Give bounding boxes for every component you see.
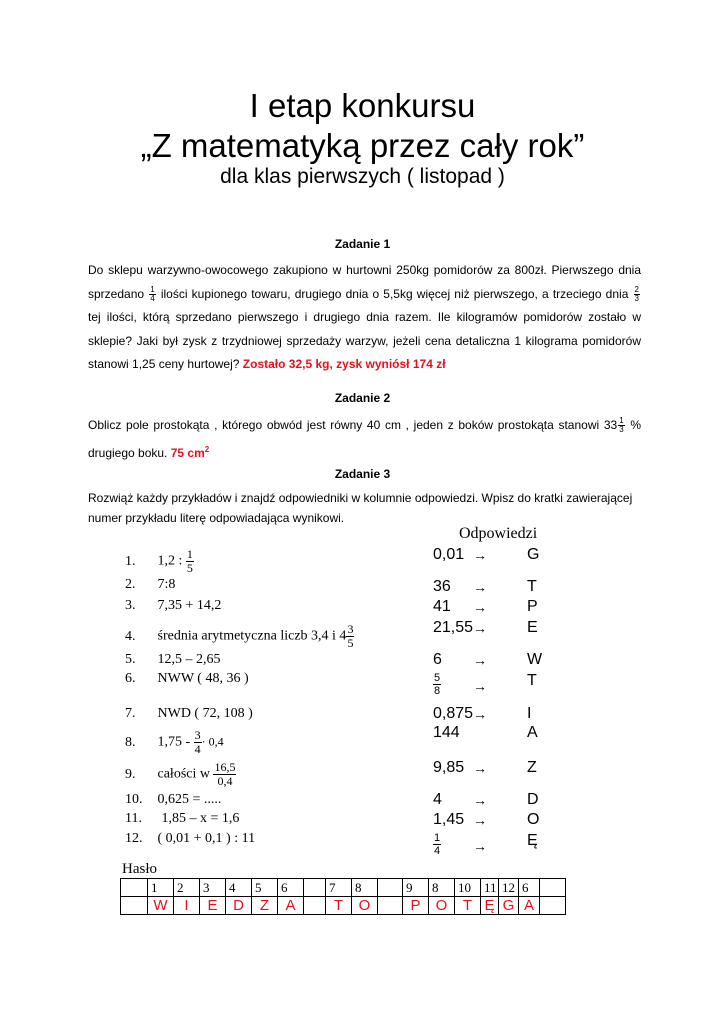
grid-letter-cell[interactable]: T — [455, 897, 481, 915]
question-1 — [125, 548, 194, 575]
question-number: 10. — [125, 792, 143, 807]
grid-number-cell: 10 — [455, 879, 481, 897]
question-12 — [125, 830, 255, 848]
answer-value: 1,45 — [433, 811, 465, 828]
arrow-icon: → — [473, 547, 487, 563]
grid-number-cell: 12 — [499, 879, 519, 897]
grid-number-cell: 1 — [148, 879, 174, 897]
password-letter-row — [121, 897, 566, 915]
task1-text-a: Do sklepu warzywno-owocowego zakupiono w hurtowni 250kg pomidorów za 800zł. Pierwszego dnia sprzedano — [88, 263, 641, 301]
answer-value: 0,01 — [433, 546, 465, 563]
frac-num: 2 — [634, 284, 639, 294]
grid-number-cell — [121, 879, 148, 897]
answer-value: 6 — [433, 651, 442, 668]
question-2 — [125, 576, 175, 594]
question-8 — [125, 729, 224, 756]
task1-fraction-two-thirds — [634, 286, 640, 303]
question-expression: 0,625 = ..... — [157, 792, 222, 807]
grid-letter-cell[interactable]: O — [352, 897, 378, 915]
grid-number-cell: 9 — [403, 879, 429, 897]
question-fraction — [213, 761, 236, 788]
password-number-row — [121, 879, 566, 897]
contest-name-title: „Z matematyką przez cały rok” — [140, 127, 585, 164]
arrow-icon: → — [473, 678, 487, 694]
task2-answer-value: 75 cm — [170, 445, 205, 460]
frac-den: 8 — [434, 685, 441, 697]
answers-title: Odpowiedzi — [459, 525, 538, 542]
question-fraction — [346, 623, 354, 650]
grid-letter-cell[interactable]: D — [226, 897, 252, 915]
answer-letter: Z — [527, 759, 537, 776]
grid-number-cell: 6 — [519, 879, 540, 897]
answer-letter: T — [527, 672, 537, 689]
answer-letter: E — [527, 619, 538, 636]
question-number: 9. — [125, 766, 136, 782]
question-4 — [125, 623, 354, 650]
grid-number-cell: 3 — [200, 879, 226, 897]
contest-stage-title: I etap konkursu — [249, 87, 476, 124]
grid-letter-cell[interactable]: A — [278, 897, 304, 915]
grid-number-cell — [304, 879, 326, 897]
question-6 — [125, 670, 249, 688]
grid-letter-cell[interactable]: W — [148, 897, 174, 915]
task1-heading: Zadanie 1 — [334, 237, 391, 251]
frac-num: 1 — [150, 284, 155, 294]
frac-den: 4 — [194, 742, 201, 756]
grid-number-cell: 8 — [352, 879, 378, 897]
answer-value: 41 — [433, 598, 451, 615]
question-number: 11. — [125, 811, 142, 826]
question-7 — [125, 705, 253, 723]
answer-value: 0,875 — [433, 705, 474, 722]
frac-den: 5 — [186, 561, 193, 575]
task1-answer: Zostało 32,5 kg, zysk wyniósł 174 zł — [242, 357, 446, 371]
question-5 — [125, 651, 221, 669]
grid-letter-cell[interactable]: I — [174, 897, 200, 915]
grid-letter-cell[interactable]: Ę — [481, 897, 499, 915]
task2-text — [88, 414, 641, 465]
grid-letter-cell[interactable] — [304, 897, 326, 915]
question-expression: NWD ( 72, 108 ) — [157, 706, 253, 721]
task3-text: Rozwiąż każdy przykładów i znajdź odpowiedniki w kolumnie odpowiedzi. Wpisz do kratki zawierającej numer przykładu literę odpowiadająca wynikowi. — [88, 491, 633, 525]
grid-letter-cell[interactable]: E — [200, 897, 226, 915]
grid-number-cell — [540, 879, 566, 897]
frac-den: 3 — [619, 425, 624, 435]
frac-num: 3 — [194, 728, 201, 742]
task2-answer-exponent: 2 — [204, 444, 210, 454]
arrow-icon: → — [473, 812, 487, 828]
grid-number-cell: 6 — [278, 879, 304, 897]
question-expression: 1,85 – x = 1,6 — [161, 811, 240, 826]
password-grid — [120, 878, 566, 915]
answer-letter: P — [527, 598, 538, 615]
question-3 — [125, 597, 221, 615]
task1-fraction-quarter — [149, 286, 155, 303]
question-number: 6. — [125, 671, 136, 686]
question-expression: 1,2 : — [157, 553, 183, 569]
answer-letter: O — [527, 811, 540, 828]
arrow-icon: → — [473, 620, 487, 636]
question-number: 12. — [125, 831, 143, 846]
question-expression: 7:8 — [157, 577, 176, 592]
grid-number-cell — [378, 879, 403, 897]
frac-den: 4 — [434, 845, 441, 857]
task3-heading: Zadanie 3 — [334, 467, 391, 481]
question-number: 3. — [125, 598, 136, 613]
answer-letter: D — [527, 791, 539, 808]
frac-num: 3 — [347, 622, 354, 636]
question-fraction — [186, 548, 194, 575]
arrow-icon: → — [473, 760, 487, 776]
frac-den: 4 — [150, 293, 155, 303]
task1-text-c: tej ilości, którą sprzedano pierwszego i drugiego dnia razem. Ile kilogramów pomidorów zostało w sklepie? Jaki był zysk z trzydniowej sprzedaży warzyw, jeżeli cena detaliczna 1 kilograma pomidorów stanowi 1,25 ceny hurtowej? — [88, 310, 641, 371]
answer-letter: Ę — [527, 832, 538, 849]
arrow-icon: → — [473, 706, 487, 722]
question-expression: ( 0,01 + 0,1 ) : 11 — [157, 831, 256, 846]
question-expression: 7,35 + 14,2 — [157, 598, 222, 613]
grid-letter-cell[interactable] — [540, 897, 566, 915]
grid-number-cell: 4 — [226, 879, 252, 897]
frac-num: 1 — [186, 547, 193, 561]
question-number: 1. — [125, 553, 136, 569]
task2-text-b: % drugiego boku. — [88, 418, 641, 460]
grid-letter-cell[interactable]: Z — [252, 897, 278, 915]
question-expression: NWW ( 48, 36 ) — [157, 671, 249, 686]
grid-number-cell: 5 — [252, 879, 278, 897]
grid-number-cell: 2 — [174, 879, 200, 897]
answer-letter: W — [527, 651, 543, 668]
question-fraction — [194, 729, 202, 756]
question-11 — [125, 810, 239, 828]
question-9 — [125, 761, 236, 788]
question-number: 5. — [125, 652, 136, 667]
task2-answer — [171, 446, 209, 460]
grid-letter-cell[interactable]: T — [326, 897, 352, 915]
answer-value: 21,55 — [433, 619, 474, 636]
task2-heading: Zadanie 2 — [334, 391, 391, 405]
grid-letter-cell[interactable] — [378, 897, 403, 915]
frac-den: 3 — [634, 293, 639, 303]
question-number: 4. — [125, 628, 136, 644]
grid-letter-cell[interactable]: P — [403, 897, 429, 915]
grid-letter-cell[interactable] — [121, 897, 148, 915]
frac-den: 5 — [347, 636, 354, 650]
answer-value: 36 — [433, 578, 451, 595]
arrow-icon: → — [473, 599, 487, 615]
grid-letter-cell[interactable]: A — [519, 897, 540, 915]
frac-num: 1 — [434, 832, 441, 844]
question-expression: średnia arytmetyczna liczb 3,4 i 4 — [157, 628, 347, 644]
frac-num: 1 — [619, 416, 624, 426]
arrow-icon: → — [473, 838, 487, 854]
question-expression: całości w — [157, 766, 210, 782]
arrow-icon: → — [473, 792, 487, 808]
answer-value: 9,85 — [433, 759, 465, 776]
answer-letter: A — [527, 724, 538, 741]
arrow-icon: → — [473, 579, 487, 595]
grid-number-cell: 8 — [429, 879, 455, 897]
answer-letter: T — [527, 578, 537, 595]
answer-fraction — [433, 832, 441, 857]
grid-letter-cell[interactable]: G — [499, 897, 519, 915]
question-expression: 1,75 - — [157, 734, 191, 750]
grid-number-cell: 7 — [326, 879, 352, 897]
frac-num: 5 — [434, 672, 441, 684]
task1-text — [88, 259, 641, 377]
answer-fraction — [433, 672, 441, 697]
contest-subtitle: dla klas pierwszych ( listopad ) — [220, 165, 505, 188]
arrow-icon: → — [473, 652, 487, 668]
question-expression: 12,5 – 2,65 — [157, 652, 221, 667]
question-number: 7. — [125, 706, 136, 721]
grid-number-cell: 11 — [481, 879, 499, 897]
answer-value: 144 — [433, 724, 460, 741]
password-label: Hasło — [122, 861, 157, 877]
frac-num: 16,5 — [214, 760, 236, 774]
question-number: 8. — [125, 734, 136, 750]
frac-den: 0,4 — [217, 774, 233, 788]
answer-letter: G — [527, 546, 540, 563]
question-number: 2. — [125, 577, 136, 592]
answer-letter: I — [527, 705, 532, 722]
task2-text-a: Oblicz pole prostokąta , którego obwód jest równy 40 cm , jeden z boków prostokąta stanowi 33 — [88, 418, 618, 432]
answer-value: 4 — [433, 791, 442, 808]
question-expression-tail: · 0,4 — [201, 734, 224, 749]
grid-letter-cell[interactable]: O — [429, 897, 455, 915]
task2-fraction-third — [618, 417, 624, 434]
question-10 — [125, 791, 221, 809]
task1-text-b: ilości kupionego towaru, drugiego dnia o 5,5kg więcej niż pierwszego, a trzeciego dnia — [160, 286, 629, 301]
